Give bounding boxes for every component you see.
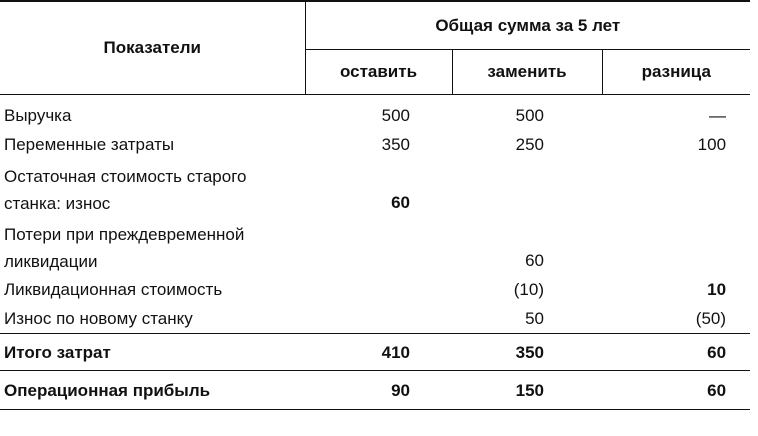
difference-value bbox=[602, 159, 750, 217]
five-year-total-header: Общая сумма за 5 лет bbox=[305, 1, 750, 50]
operating-profit-row bbox=[0, 371, 750, 410]
difference-value bbox=[602, 217, 750, 275]
row-label bbox=[0, 159, 305, 217]
row-label bbox=[0, 217, 305, 275]
table-row bbox=[0, 95, 750, 131]
table-row bbox=[0, 130, 750, 159]
row-label: Ликвидационная стоимость bbox=[4, 280, 223, 299]
keep-column-header: оставить bbox=[305, 50, 452, 95]
row-label: Выручка bbox=[4, 106, 72, 125]
keep-value: 60 bbox=[391, 193, 410, 212]
keep-value bbox=[305, 275, 452, 304]
profit-keep-value: 90 bbox=[305, 371, 452, 410]
keep-value bbox=[305, 304, 452, 334]
row-label: Износ по новому станку bbox=[4, 309, 193, 328]
table-row bbox=[0, 159, 750, 217]
replace-column-header: заменить bbox=[452, 50, 602, 95]
profit-difference-value: 60 bbox=[602, 371, 750, 410]
replace-value: 60 bbox=[525, 251, 544, 270]
table-row bbox=[0, 275, 750, 304]
replace-value: (10) bbox=[513, 280, 544, 299]
replace-value: 500 bbox=[515, 106, 544, 125]
difference-value: — bbox=[709, 106, 727, 125]
total-difference-value: 60 bbox=[602, 334, 750, 371]
row-label-text: Потери при преждевременной ликвидации bbox=[4, 225, 245, 271]
table-row bbox=[0, 304, 750, 334]
row-label-text: Остаточная стоимость старого станка: износ bbox=[4, 167, 247, 213]
keep-value bbox=[305, 217, 452, 275]
table-row bbox=[0, 217, 750, 275]
replace-value bbox=[452, 159, 602, 217]
profit-replace-value: 150 bbox=[452, 371, 602, 410]
total-label: Итого затрат bbox=[0, 334, 305, 371]
difference-value: 10 bbox=[707, 280, 727, 299]
profit-label: Операционная прибыль bbox=[0, 371, 305, 410]
difference-value: 100 bbox=[697, 135, 727, 154]
difference-column-header: разница bbox=[602, 50, 750, 95]
replace-value: 50 bbox=[525, 309, 544, 328]
total-costs-row bbox=[0, 334, 750, 371]
total-keep-value: 410 bbox=[305, 334, 452, 371]
keep-value: 350 bbox=[381, 135, 410, 154]
indicators-header: Показатели bbox=[0, 1, 305, 95]
keep-value: 500 bbox=[381, 106, 410, 125]
row-label: Переменные затраты bbox=[4, 135, 175, 154]
difference-value: (50) bbox=[695, 309, 727, 328]
replace-value: 250 bbox=[515, 135, 544, 154]
total-replace-value: 350 bbox=[452, 334, 602, 371]
